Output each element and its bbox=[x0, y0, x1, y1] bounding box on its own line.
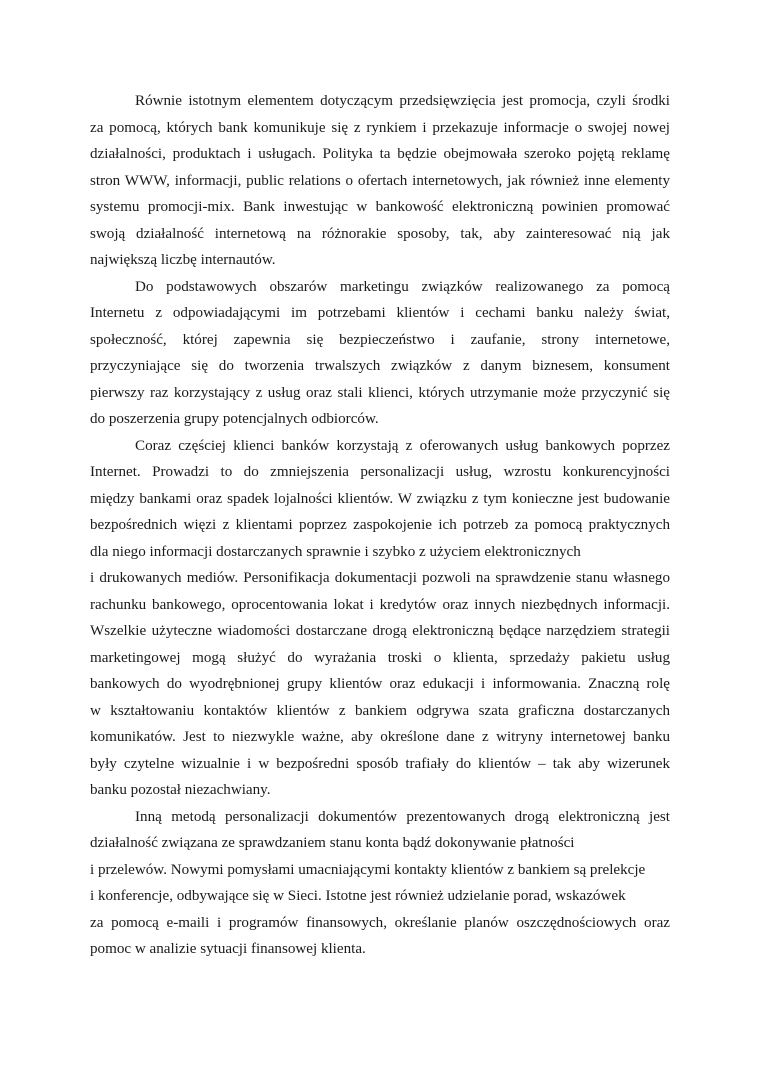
text-line: w kształtowaniu kontaktów klientów z bankiem odgrywa szata graficzna dostarczanych bbox=[90, 702, 670, 719]
text-line: dla niego informacji dostarczanych sprawnie i szybko z użyciem elektronicznych bbox=[90, 543, 581, 560]
text-line: systemu promocji-mix. Bank inwestując w bankowość elektroniczną powinien promować bbox=[90, 199, 670, 215]
text-line: Do podstawowych obszarów marketingu związków realizowanego za pomocą bbox=[135, 278, 670, 295]
text-line: Równie istotnym elementem dotyczącym przedsięwzięcia jest promocja, czyli środki bbox=[135, 93, 670, 109]
text-line: bankowych do wyodrębnionej grupy klientów oraz edukacji i informowania. Znaczną rolę bbox=[90, 676, 670, 692]
text-line: pomoc w analizie sytuacji finansowej klienta. bbox=[90, 941, 366, 957]
text-line: były czytelne wizualnie i w bezpośredni sposób trafiały do klientów – tak aby wizerunek bbox=[90, 755, 670, 772]
text-line: do poszerzenia grupy potencjalnych odbiorców. bbox=[90, 411, 379, 427]
text-line: i przelewów. Nowymi pomysłami umacniającymi kontakty klientów z bankiem są prelekcje bbox=[90, 861, 646, 878]
text-line: za pomocą, których bank komunikuje się z rynkiem i przekazuje informacje o swojej nowej bbox=[90, 119, 670, 136]
text-line: między bankami oraz spadek lojalności klientów. W związku z tym konieczne jest budowanie bbox=[90, 490, 670, 507]
text-line: pierwszy raz korzystający z usług oraz stali klienci, których utrzymanie może przyczynić się bbox=[90, 384, 670, 401]
text-line: marketingowej mogą służyć do wyrażania troski o klienta, sprzedaży pakietu usług bbox=[90, 649, 670, 666]
paragraph-1 bbox=[90, 88, 670, 274]
text-line: Wszelkie użyteczne wiadomości dostarczane drogą elektroniczną będące narzędziem strategii bbox=[90, 623, 670, 639]
document-body bbox=[90, 88, 670, 963]
text-line: i konferencje, odbywające się w Sieci. Istotne jest również udzielanie porad, wskazówek bbox=[90, 888, 626, 904]
paragraph-4 bbox=[90, 804, 670, 963]
text-line: za pomocą e-maili i programów finansowych, określanie planów oszczędnościowych oraz bbox=[90, 914, 670, 931]
paragraph-3 bbox=[90, 433, 670, 804]
text-line: Coraz częściej klienci banków korzystają z oferowanych usług bankowych poprzez bbox=[135, 437, 670, 454]
text-line: Internetu z odpowiadającymi im potrzebami klientów i cechami banku należy świat, bbox=[90, 305, 670, 321]
text-line: przyczyniające się do tworzenia trwalszych związków z danym biznesem, konsument bbox=[90, 358, 670, 374]
text-line: banku pozostał niezachwiany. bbox=[90, 782, 271, 798]
text-line: społeczność, której zapewnia się bezpieczeństwo i zaufanie, strony internetowe, bbox=[90, 331, 670, 348]
text-line: bezpośrednich więzi z klientami poprzez zaspokojenie ich potrzeb za pomocą praktycznych bbox=[90, 517, 670, 533]
text-line: rachunku bankowego, oprocentowania lokat i kredytów oraz innych niezbędnych informacji. bbox=[90, 596, 670, 613]
paragraph-2 bbox=[90, 274, 670, 433]
text-line: komunikatów. Jest to niezwykle ważne, aby określone dane z witryny internetowej banku bbox=[90, 729, 670, 745]
text-line: największą liczbę internautów. bbox=[90, 252, 276, 268]
text-line: swoją działalność internetową na różnorakie sposoby, tak, aby zainteresować nią jak bbox=[90, 225, 670, 242]
text-line: Inną metodą personalizacji dokumentów prezentowanych drogą elektroniczną jest bbox=[135, 808, 670, 825]
text-line: Internet. Prowadzi to do zmniejszenia personalizacji usług, wzrostu konkurencyjności bbox=[90, 464, 670, 480]
text-line: stron WWW, informacji, public relations o ofertach internetowych, jak również inne elementy bbox=[90, 172, 670, 189]
text-line: działalność związana ze sprawdzaniem stanu konta bądź dokonywanie płatności bbox=[90, 835, 575, 851]
text-line: działalności, produktach i usługach. Polityka ta będzie obejmowała szeroko pojętą reklamę bbox=[90, 146, 670, 162]
text-line: i drukowanych mediów. Personifikacja dokumentacji pozwoli na sprawdzenie stanu własnego bbox=[90, 570, 670, 586]
